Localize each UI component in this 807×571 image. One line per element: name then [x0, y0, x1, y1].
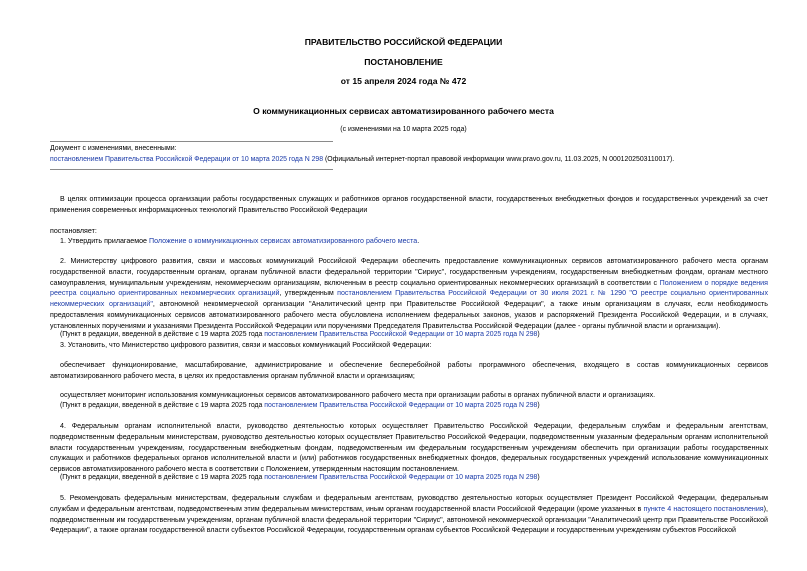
document-date-number: от 15 апреля 2024 года № 472	[340, 76, 467, 86]
document-title: О коммуникационных сервисах автоматизированного рабочего места	[253, 106, 554, 116]
edition-note-3	[60, 473, 768, 484]
clause-3: 3. Установить, что Министерство цифрового развития, связи и массовых коммуникаций Российской Федерации:	[60, 341, 432, 349]
edition-note-2-text: (Пункт в редакции, введенной в действие с 19 марта 2025 года	[60, 402, 265, 409]
clause-1	[60, 236, 768, 247]
edition-note-2-end: )	[537, 402, 540, 409]
edition-note-3-end: )	[537, 474, 540, 481]
amendment-note: (с изменениями на 10 марта 2025 года)	[340, 126, 467, 133]
clause-5-text-b: ), подведомственным им государственным учреждениям, органам публичной власти федеральной территории "Сириус", автономной некоммерческой организации "Аналитический центр при Правительстве Российской Федерации", а также органам государственной власти субъектов Российской Федерации, государственным органам субъектов Российской Федерации и государственным учреждениям субъектов Российской	[50, 504, 768, 535]
government-name: ПРАВИТЕЛЬСТВО РОССИЙСКОЙ ФЕДЕРАЦИИ	[304, 37, 503, 47]
amendment-link[interactable]: постановлением Правительства Российской Федерации от 10 марта 2025 года N 298	[50, 155, 324, 163]
document-type: ПОСТАНОВЛЕНИЕ	[364, 57, 443, 67]
amendments-line	[50, 155, 768, 166]
amendment-source: (Официальный интернет-портал правовой информации www.pravo.gov.ru, 11.03.2025, N 0001202503110017).	[323, 155, 675, 163]
edition-note-1-text: (Пункт в редакции, введенной в действие с 19 марта 2025 года	[60, 331, 265, 338]
edition-note-3-text: (Пункт в редакции, введенной в действие с 19 марта 2025 года	[60, 474, 265, 481]
clause-1-end: .	[417, 237, 420, 245]
clause-2	[50, 256, 768, 332]
clause-5	[50, 493, 768, 536]
preamble: В целях оптимизации процесса организации работы государственных служащих и работников органов государственной власти, государственных внебюджетных фондов и государственных учреждений за счет применения современных информационных технологий Правительство Российской Федерации	[50, 195, 768, 214]
amendments-block	[50, 144, 768, 165]
top-divider	[50, 141, 333, 142]
clause-2-text-a: 2. Министерству цифрового развития, связи и массовых коммуникаций Российской Федерации обеспечить предоставление коммуникационных сервисов автоматизированного рабочего места органам государственной власти, государственным органам, органам публичной власти федеральной территории "Сириус", государственным учреждениям, государственным внебюджетным фондам, органам местного самоуправления, муниципальным учреждениям, некоммерческим организациям, включенным в реестр социально ориентированных некоммерческих организаций в соответствии с	[50, 257, 768, 287]
registry-regulation-link[interactable]: Положением о порядке ведения реестра социально ориентированных некоммерческих организаций	[50, 278, 768, 298]
clause-3-item-a: обеспечивает функционирование, масштабирование, администрирование и обеспечение бесперебойной работы программного обеспечения, входящего в состав коммуникационных сервисов автоматизированного рабочего места, в целях их предоставления органам публичной власти и организациям;	[50, 361, 768, 380]
edition-note-1-link[interactable]: постановлением Правительства Российской Федерации от 10 марта 2025 года N 298	[264, 331, 538, 338]
clause-4-reference-link[interactable]: пункте 4 настоящего постановления	[643, 504, 764, 513]
edition-note-2-link[interactable]: постановлением Правительства Российской Федерации от 10 марта 2025 года N 298	[264, 402, 538, 409]
clause-1-text: 1. Утвердить прилагаемое	[60, 237, 149, 245]
resolves-word: постановляет:	[50, 227, 97, 235]
amendments-intro: Документ с изменениями, внесенными:	[50, 145, 177, 152]
clause-2-text-c: , автономной некоммерческой организации "Аналитический центр при Правительстве Российской Федерации", а также иным организациям в случаях, если необходимость предоставления коммуникационных сервисов автоматизированного рабочего места обусловлена исполнением федеральных законов, указов и распоряжений Президента Российской Федерации, и в случаях, установленных поручениями и указаниями Президента Российской Федерации или поручениями Председателя Правительства Российской Федерации (далее - органы публичной власти и организации).	[50, 300, 768, 330]
clause-5-text-a: 5. Рекомендовать федеральным министерствам, федеральным службам и федеральным агентствам, руководство деятельностью которых осуществляет Президент Российской Федерации, федеральным службам и федеральным агентствам, подведомственным этим федеральным министерствам, иным органам государственной власти Российской Федерации (кроме указанных в	[50, 494, 768, 513]
edition-note-3-link[interactable]: постановлением Правительства Российской Федерации от 10 марта 2025 года N 298	[264, 474, 538, 481]
edition-note-2	[60, 401, 768, 412]
regulation-link[interactable]: Положение о коммуникационных сервисах автоматизированного рабочего места	[148, 237, 418, 245]
clause-2-text-b: , утвержденным	[279, 289, 338, 298]
clause-3-item-b: осуществляет мониторинг использования коммуникационных сервисов автоматизированного рабочего места при организации работы в органах публичной власти и организациях.	[60, 391, 656, 399]
bottom-divider	[50, 169, 333, 170]
edition-note-1-end: )	[537, 331, 540, 338]
decree-1290-link[interactable]: постановлением Правительства Российской Федерации от 30 июля 2021 г. № 1290 "О реестре социально ориентированных некоммерческих организаций"	[50, 289, 768, 309]
clause-4: 4. Федеральным органам исполнительной власти, руководство деятельностью которых осуществляет Правительство Российской Федерации, федеральным службам и федеральным агентствам, подведомственным федеральным министерствам, руководство деятельностью которых осуществляет Правительство Российской Федерации, подведомственным указанным федеральным органам исполнительной власти государственным учреждениям, государственным внебюджетным фондам, подведомственным им федеральным государственным учреждениям обеспечить при организации работы государственных служащих и работников федеральных органов исполнительной власти и (или) работников государственных внебюджетных фондов, федеральных государственных учреждений использование коммуникационных сервисов автоматизированного рабочего места в соответствии с Положением, утвержденным настоящим постановлением.	[50, 422, 768, 474]
